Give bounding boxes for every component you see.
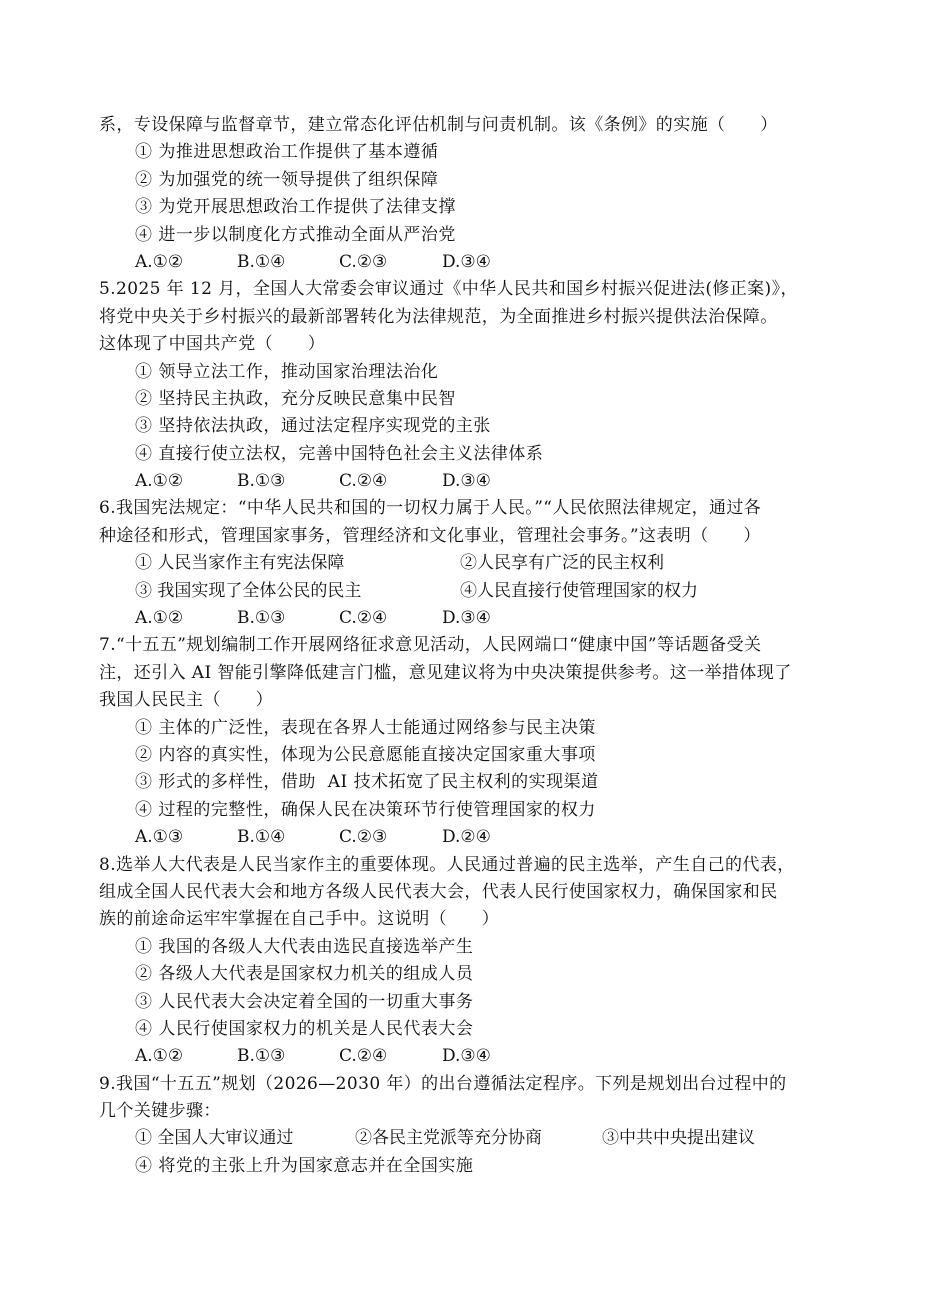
- q6-choices: [99, 605, 859, 632]
- q5-choice-c: C.②④: [339, 471, 388, 492]
- q6-options-row-2: [99, 578, 859, 605]
- q6-stem-line-2: 种途径和形式，管理国家事务，管理经济和文化事业，管理社会事务。”这表明（ ）: [99, 525, 761, 546]
- q5-option-2: ② 坚持民主执政，充分反映民意集中民智: [135, 388, 456, 409]
- q6-option-3: ③ 我国实现了全体公民的民主: [135, 580, 362, 601]
- q8-choice-a: A.①②: [135, 1046, 184, 1067]
- q8-option-2: ② 各级人大代表是国家权力机关的组成人员: [135, 964, 474, 985]
- q8-choice-b: B.①③: [237, 1046, 286, 1067]
- q9-steps-row: [99, 1125, 859, 1152]
- q8-option-4: ④ 人民行使国家权力的机关是人民代表大会: [135, 1018, 474, 1039]
- q5-option-3: ③ 坚持依法执政，通过法定程序实现党的主张: [135, 416, 491, 437]
- q4-option-2: ② 为加强党的统一领导提供了组织保障: [135, 169, 439, 190]
- q5-stem-line-3: 这体现了中国共产党（ ）: [99, 334, 326, 355]
- q7-stem-line-1: 7.“十五五”规划编制工作开展网络征求意见活动，人民网端口“健康中国”等话题备受关: [99, 635, 762, 656]
- q8-choices: [99, 1043, 859, 1070]
- q5-option-4: ④ 直接行使立法权，完善中国特色社会主义法律体系: [135, 443, 544, 464]
- q4-choices: [99, 249, 859, 276]
- q5-choice-a: A.①②: [135, 471, 184, 492]
- q4-option-4: ④ 进一步以制度化方式推动全面从严治党: [135, 224, 456, 245]
- q4-option-3: ③ 为党开展思想政治工作提供了法律支撑: [135, 197, 456, 218]
- q5-choice-d: D.③④: [442, 471, 491, 492]
- q7-choice-b: B.①④: [237, 827, 286, 848]
- q7-option-4: ④ 过程的完整性，确保人民在决策环节行使管理国家的权力: [135, 799, 596, 820]
- q9-step-3: ③中共中央提出建议: [602, 1128, 755, 1149]
- q6-stem-line-1: 6.我国宪法规定：“中华人民共和国的一切权力属于人民。”“人民依照法律规定，通过各: [99, 498, 762, 519]
- q9-step-4: ④ 将党的主张上升为国家意志并在全国实施: [135, 1155, 474, 1176]
- q9-step-2: ②各民主党派等充分协商: [355, 1128, 542, 1149]
- q8-choice-c: C.②④: [339, 1046, 388, 1067]
- q4-choice-d: D.③④: [442, 251, 491, 272]
- q8-stem-line-3: 族的前途命运牢牢掌握在自己手中。这说明（ ）: [99, 909, 500, 930]
- q5-choices: [99, 468, 859, 495]
- q5-stem-line-1: 5.2025 年 12 月，全国人大常委会审议通过《中华人民共和国乡村振兴促进法(修正案)》，: [99, 279, 798, 300]
- q4-choice-a: A.①②: [135, 251, 184, 272]
- q7-choice-c: C.②③: [339, 827, 388, 848]
- q8-option-1: ① 我国的各级人大代表由选民直接选举产生: [135, 936, 474, 957]
- q8-choice-d: D.③④: [442, 1046, 491, 1067]
- q5-option-1: ① 领导立法工作，推动国家治理法治化: [135, 361, 439, 382]
- q6-option-2: ②人民享有广泛的民主权利: [460, 553, 664, 574]
- q8-stem-line-1: 8.选举人大代表是人民当家作主的重要体现。人民通过普遍的民主选举，产生自己的代表，: [99, 854, 795, 875]
- q7-option-3: ③ 形式的多样性，借助 AI 技术拓宽了民主权利的实现渠道: [135, 772, 599, 793]
- q9-stem-line-1: 9.我国“十五五”规划（2026—2030 年）的出台遵循法定程序。下列是规划出台过程中的: [99, 1073, 787, 1094]
- q7-choices: [99, 824, 859, 851]
- q6-options-row-1: [99, 550, 859, 577]
- q6-choice-b: B.①③: [237, 608, 286, 629]
- q7-option-1: ① 主体的广泛性，表现在各界人士能通过网络参与民主决策: [135, 717, 596, 738]
- q6-choice-a: A.①②: [135, 608, 184, 629]
- q7-option-2: ② 内容的真实性，体现为公民意愿能直接决定国家重大事项: [135, 744, 596, 765]
- q8-stem-line-2: 组成全国人民代表大会和地方各级人民代表大会，代表人民行使国家权力，确保国家和民: [99, 881, 778, 902]
- q8-option-3: ③ 人民代表大会决定着全国的一切重大事务: [135, 991, 474, 1012]
- q4-choice-b: B.①④: [237, 251, 286, 272]
- q9-step-1: ① 全国人大审议通过: [135, 1128, 294, 1149]
- q7-stem-line-2: 注，还引入 AI 智能引擎降低建言门槛，意见建议将为中央决策提供参考。这一举措体现了: [99, 662, 792, 683]
- q6-choice-d: D.③④: [442, 608, 491, 629]
- q4-option-1: ① 为推进思想政治工作提供了基本遵循: [135, 142, 439, 163]
- q5-choice-b: B.①③: [237, 471, 286, 492]
- q6-option-4: ④人民直接行使管理国家的权力: [460, 580, 698, 601]
- q4-choice-c: C.②③: [339, 251, 388, 272]
- page-content: [99, 112, 859, 1180]
- q5-stem-line-2: 将党中央关于乡村振兴的最新部署转化为法律规范，为全面推进乡村振兴提供法治保障。: [99, 306, 778, 327]
- q7-choice-d: D.②④: [442, 827, 491, 848]
- q4-stem-tail: 系，专设保障与监督章节，建立常态化评估机制与问责机制。该《条例》的实施（ ）: [99, 115, 778, 135]
- q9-stem-line-2: 几个关键步骤：: [99, 1101, 221, 1122]
- q6-option-1: ① 人民当家作主有宪法保障: [135, 553, 345, 574]
- q7-choice-a: A.①③: [135, 827, 184, 848]
- q6-choice-c: C.②④: [339, 608, 388, 629]
- q7-stem-line-3: 我国人民民主（ ）: [99, 690, 273, 711]
